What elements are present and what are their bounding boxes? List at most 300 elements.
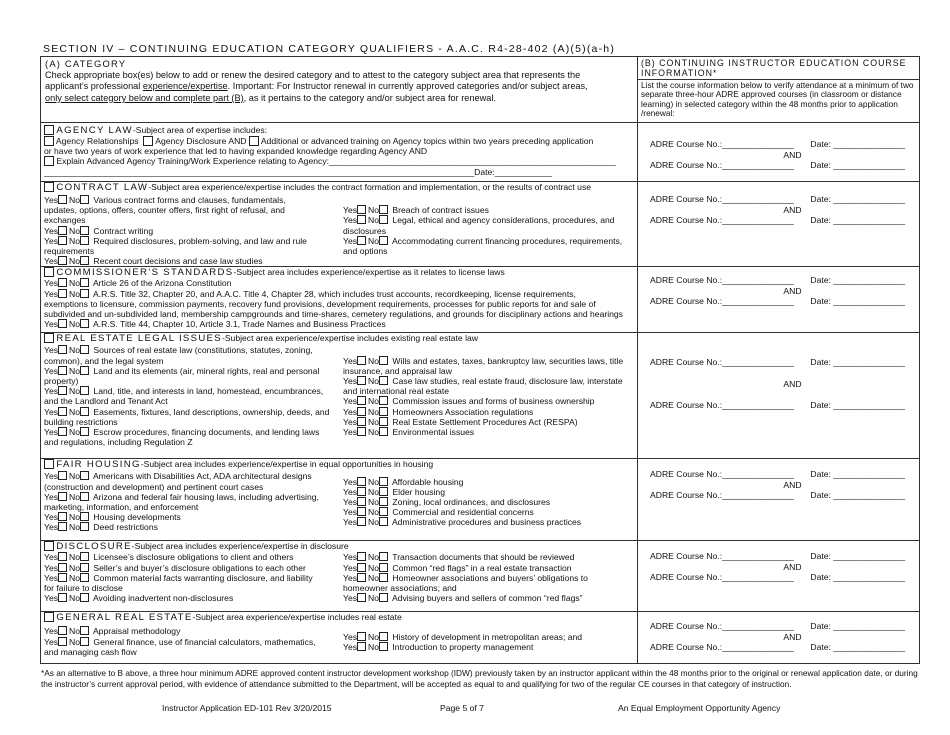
adre-date-field[interactable]: Date: _______________ bbox=[810, 194, 905, 204]
part-a-line2-post: . Important: For Instructor renewal in currently approved categories and/or subject areas, bbox=[227, 81, 588, 92]
part-a-header bbox=[41, 57, 638, 123]
disclosure-item: Licensee’s disclosure obligations to client and others bbox=[93, 552, 294, 563]
no-label: No bbox=[368, 631, 380, 642]
yes-label: Yes bbox=[44, 522, 59, 533]
no-checkbox[interactable] bbox=[80, 366, 89, 375]
and-label: AND bbox=[783, 480, 802, 491]
disclosure-item: Advising buyers and sellers of common “red flags” bbox=[391, 593, 583, 604]
footer-page-number: Page 5 of 7 bbox=[440, 703, 484, 713]
no-label: No bbox=[368, 486, 380, 497]
commissioner-item: Article 26 of the Arizona Constitution bbox=[92, 278, 232, 289]
commissioner-item: A.R.S. Title 32, Chapter 20, and A.A.C. Title 4, Chapter 28, which includes trust accounts, recordkeeping, license requirements, bbox=[92, 288, 576, 299]
and-label: AND bbox=[783, 562, 802, 573]
contract-adre bbox=[638, 182, 920, 267]
yes-checkbox[interactable] bbox=[58, 593, 67, 602]
legal-adre bbox=[638, 333, 920, 459]
yes-label: Yes bbox=[343, 496, 358, 507]
yes-label: Yes bbox=[44, 471, 59, 482]
and-label: AND bbox=[783, 205, 802, 215]
fair-item: Zoning, local ordinances, and disclosures bbox=[392, 496, 551, 507]
no-label: No bbox=[368, 416, 380, 427]
no-checkbox[interactable] bbox=[80, 278, 89, 287]
agency-disclosure-checkbox[interactable] bbox=[143, 136, 153, 146]
and-label: AND bbox=[783, 632, 802, 643]
no-checkbox[interactable] bbox=[80, 289, 89, 298]
commissioner-cont: subdivided and un-subdivided land, membership campgrounds and time-shares, cemetery regulations, and grounds for disciplinary actions and hearings bbox=[44, 309, 623, 320]
no-checkbox[interactable] bbox=[80, 522, 89, 531]
general-name: GENERAL REAL ESTATE bbox=[56, 612, 193, 624]
no-checkbox[interactable] bbox=[80, 492, 89, 501]
no-label: No bbox=[69, 319, 81, 330]
no-checkbox[interactable] bbox=[379, 497, 388, 506]
no-label: No bbox=[368, 205, 380, 216]
part-b-instructions: List the course information below to verify attendance at a minimum of two separate three-hour ADRE approved courses (in classroom or distance learning) in selected category within the 48 months prior to application /renewal: bbox=[641, 80, 914, 119]
contract-item: Required disclosures, problem-solving, and law and rule requirements bbox=[44, 235, 307, 257]
no-label: No bbox=[69, 572, 81, 583]
footer-agency: An Equal Employment Opportunity Agency bbox=[618, 703, 781, 713]
yes-label: Yes bbox=[44, 427, 59, 438]
no-label: No bbox=[69, 406, 81, 417]
no-checkbox[interactable] bbox=[379, 552, 388, 561]
adre-course-field[interactable]: ADRE Course No.:_______________ bbox=[650, 357, 794, 368]
yes-checkbox[interactable] bbox=[58, 366, 67, 375]
adre-course-field[interactable]: ADRE Course No.:_______________ bbox=[650, 296, 794, 307]
yes-checkbox[interactable] bbox=[58, 289, 67, 298]
legal-item: Sources of real estate law (constitutions, statutes, zoning, common), and the legal system bbox=[44, 345, 313, 366]
adre-course-field[interactable]: ADRE Course No.:_______________ bbox=[650, 490, 794, 501]
yes-checkbox[interactable] bbox=[357, 642, 366, 651]
adre-date-field[interactable]: Date: _______________ bbox=[810, 469, 905, 480]
fair-housing-name: FAIR HOUSING bbox=[56, 459, 141, 471]
fair-item: Deed restrictions bbox=[93, 522, 158, 533]
contract-item: Legal, ethical and agency considerations, procedures, and disclosures bbox=[343, 215, 615, 236]
adre-course-field[interactable]: ADRE Course No.:_______________ bbox=[650, 469, 794, 480]
commissioner-item: A.R.S. Title 44, Chapter 10, Article 3.1, Trade Names and Business Practices bbox=[92, 319, 386, 330]
fair-housing-row bbox=[41, 459, 920, 541]
no-checkbox[interactable] bbox=[379, 507, 388, 516]
yes-label: Yes bbox=[44, 235, 59, 246]
no-checkbox[interactable] bbox=[379, 517, 388, 526]
disclosure-checkbox[interactable] bbox=[44, 541, 54, 551]
yes-label: Yes bbox=[44, 562, 59, 573]
contract-law-name: CONTRACT LAW bbox=[56, 182, 149, 193]
adre-date-field[interactable]: Date: _______________ bbox=[810, 642, 905, 653]
advanced-training-label: Additional or advanced training on Agency topics within two years preceding application bbox=[260, 136, 594, 146]
adre-course-field[interactable]: ADRE Course No.:_______________ bbox=[650, 551, 794, 562]
adre-date-field[interactable]: Date: _______________ bbox=[810, 160, 905, 170]
no-label: No bbox=[69, 365, 81, 376]
no-label: No bbox=[368, 355, 380, 366]
yes-checkbox[interactable] bbox=[58, 236, 67, 245]
yes-label: Yes bbox=[44, 572, 59, 583]
no-label: No bbox=[368, 562, 380, 573]
yes-label: Yes bbox=[343, 562, 358, 573]
yes-checkbox[interactable] bbox=[58, 256, 67, 265]
no-label: No bbox=[69, 552, 81, 563]
yes-label: Yes bbox=[343, 235, 358, 246]
explain-training-label[interactable]: Explain Advanced Agency Training/Work Experience relating to Agency:____________________________________________________________ bbox=[56, 156, 616, 167]
no-checkbox[interactable] bbox=[80, 195, 89, 204]
agency-law-desc: -Subject area of expertise includes: bbox=[132, 125, 268, 135]
yes-checkbox[interactable] bbox=[58, 552, 67, 561]
yes-checkbox[interactable] bbox=[357, 205, 366, 214]
advanced-training-checkbox[interactable] bbox=[249, 136, 259, 146]
no-label: No bbox=[368, 476, 380, 487]
no-checkbox[interactable] bbox=[379, 417, 388, 426]
no-checkbox[interactable] bbox=[80, 512, 89, 521]
agency-law-name: AGENCY LAW bbox=[56, 125, 133, 136]
yes-label: Yes bbox=[343, 416, 358, 427]
no-checkbox[interactable] bbox=[379, 215, 388, 224]
yes-checkbox[interactable] bbox=[58, 226, 67, 235]
adre-date-field[interactable]: Date: _______________ bbox=[810, 357, 905, 368]
no-checkbox[interactable] bbox=[80, 552, 89, 561]
yes-label: Yes bbox=[44, 636, 59, 647]
no-checkbox[interactable] bbox=[80, 563, 89, 572]
no-checkbox[interactable] bbox=[379, 356, 388, 365]
no-label: No bbox=[368, 427, 380, 438]
yes-checkbox[interactable] bbox=[357, 487, 366, 496]
no-label: No bbox=[69, 593, 81, 604]
yes-checkbox[interactable] bbox=[58, 626, 67, 635]
legal-item: Easements, fixtures, land descriptions, ownership, deeds, and building restrictions bbox=[44, 406, 330, 427]
adre-date-field[interactable]: Date: _______________ bbox=[810, 551, 905, 562]
yes-checkbox[interactable] bbox=[357, 517, 366, 526]
no-label: No bbox=[368, 507, 380, 518]
disclosure-item: Common “red flags” in a real estate transaction bbox=[392, 562, 572, 573]
disclosure-item: Homeowner associations and buyers’ obligations to homeowner associations; and bbox=[343, 572, 588, 594]
yes-label: Yes bbox=[343, 215, 358, 226]
no-label: No bbox=[69, 522, 81, 533]
yes-label: Yes bbox=[44, 278, 59, 289]
agency-line2: or have two years of work experience that led to having expanded knowledge regarding Agency AND bbox=[44, 146, 428, 157]
general-row bbox=[41, 612, 920, 664]
disclosure-item: Transaction documents that should be reviewed bbox=[392, 552, 575, 563]
yes-checkbox[interactable] bbox=[58, 319, 67, 328]
no-label: No bbox=[69, 427, 81, 438]
yes-checkbox[interactable] bbox=[357, 396, 366, 405]
no-checkbox[interactable] bbox=[379, 477, 388, 486]
explain-training-checkbox[interactable] bbox=[44, 156, 54, 166]
yes-label: Yes bbox=[343, 631, 358, 642]
disclosure-row bbox=[41, 541, 920, 612]
disclosure-item: Seller’s and buyer’s disclosure obligations to each other bbox=[93, 562, 306, 573]
yes-checkbox[interactable] bbox=[58, 195, 67, 204]
agency-disclosure-label: Agency Disclosure AND bbox=[155, 136, 247, 146]
yes-checkbox[interactable] bbox=[58, 471, 67, 480]
adre-date-field[interactable]: Date: _______________ bbox=[810, 621, 905, 632]
yes-label: Yes bbox=[44, 593, 59, 604]
legal-issues-desc: -Subject area experience/expertise includes existing real estate law bbox=[221, 333, 478, 344]
no-label: No bbox=[69, 512, 81, 523]
agency-date-line[interactable]: __________________________________________________________________________________________Date:____________ bbox=[44, 166, 553, 177]
contract-item: Accommodating current financing procedures, requirements, and options bbox=[343, 235, 623, 257]
fair-item: Affordable housing bbox=[391, 476, 464, 487]
legal-item: Land, title, and interests in land, homestead, encumbrances, and the Landlord and Tenant Act bbox=[44, 386, 324, 407]
adre-course-field[interactable]: ADRE Course No.:_______________ bbox=[650, 139, 794, 149]
no-checkbox[interactable] bbox=[80, 626, 89, 635]
no-checkbox[interactable] bbox=[379, 632, 388, 641]
yes-checkbox[interactable] bbox=[58, 522, 67, 531]
no-label: No bbox=[69, 288, 81, 299]
no-label: No bbox=[69, 386, 81, 397]
adre-date-field[interactable]: Date: _______________ bbox=[810, 490, 905, 501]
part-a-line2-underline: experience/expertise bbox=[142, 81, 228, 92]
disclosure-desc: -Subject area includes experience/expertise in disclosure bbox=[131, 541, 349, 552]
yes-label: Yes bbox=[44, 225, 59, 236]
no-checkbox[interactable] bbox=[379, 407, 388, 416]
no-label: No bbox=[368, 641, 380, 652]
contract-item: Various contract forms and clauses, fundamentals, updates, options, offers, counter offers, first right of refusal, and exchanges bbox=[44, 195, 286, 226]
yes-checkbox[interactable] bbox=[58, 427, 67, 436]
category-table bbox=[40, 56, 920, 664]
part-a-line1: Check appropriate box(es) below to add or renew the desired category and to attest to the category subject area that represents the bbox=[45, 69, 581, 80]
legal-item: Real Estate Settlement Procedures Act (RESPA) bbox=[392, 416, 578, 427]
legal-item: Case law studies, real estate fraud, disclosure law, interstate and international real estate bbox=[343, 376, 623, 397]
yes-label: Yes bbox=[343, 507, 358, 518]
yes-checkbox[interactable] bbox=[58, 492, 67, 501]
yes-label: Yes bbox=[343, 641, 358, 652]
yes-label: Yes bbox=[44, 365, 59, 376]
commissioner-row bbox=[41, 267, 920, 333]
no-checkbox[interactable] bbox=[379, 487, 388, 496]
adre-course-field[interactable]: ADRE Course No.:_______________ bbox=[650, 275, 794, 286]
yes-checkbox[interactable] bbox=[357, 497, 366, 506]
yes-label: Yes bbox=[44, 491, 59, 502]
yes-checkbox[interactable] bbox=[58, 386, 67, 395]
adre-course-field[interactable]: ADRE Course No.:_______________ bbox=[650, 160, 794, 170]
part-a-line2-pre: applicant’s professional bbox=[45, 81, 143, 92]
no-label: No bbox=[368, 593, 380, 604]
yes-checkbox[interactable] bbox=[357, 552, 366, 561]
no-checkbox[interactable] bbox=[379, 642, 388, 651]
legal-issues-checkbox[interactable] bbox=[44, 333, 54, 343]
yes-checkbox[interactable] bbox=[357, 632, 366, 641]
yes-checkbox[interactable] bbox=[58, 345, 67, 354]
no-label: No bbox=[368, 572, 380, 583]
yes-checkbox[interactable] bbox=[357, 427, 366, 436]
agency-law-row bbox=[41, 123, 920, 182]
yes-label: Yes bbox=[343, 427, 358, 438]
adre-date-field[interactable]: Date: _______________ bbox=[810, 215, 905, 225]
yes-checkbox[interactable] bbox=[58, 573, 67, 582]
no-checkbox[interactable] bbox=[80, 256, 89, 265]
footnote: *As an alternative to B above, a three hour minimum ADRE approved content instructor development workshop (IDW) previously taken by an instructor applicant within the 48 months prior to the original or renewal application date, or during the instructor’s current approval period, with evidence of attendance submitted to the Department, will be accepted as equal to and qualifying for two of the regular CE courses in that category of instruction. bbox=[41, 668, 918, 689]
no-label: No bbox=[69, 636, 81, 647]
no-label: No bbox=[368, 235, 380, 246]
yes-label: Yes bbox=[343, 593, 358, 604]
contract-item: Contract writing bbox=[93, 225, 154, 236]
yes-label: Yes bbox=[343, 572, 358, 583]
fair-housing-desc: -Subject area includes experience/expertise in equal opportunities in housing bbox=[140, 459, 434, 470]
adre-date-field[interactable]: Date: _______________ bbox=[810, 296, 905, 307]
yes-checkbox[interactable] bbox=[58, 563, 67, 572]
no-label: No bbox=[368, 396, 380, 407]
disclosure-item: Avoiding inadvertent non-disclosures bbox=[92, 593, 234, 604]
legal-item: Wills and estates, taxes, bankruptcy law, securities laws, title insurance, and appraisal law bbox=[343, 355, 624, 376]
fair-housing-checkbox[interactable] bbox=[44, 459, 54, 469]
yes-label: Yes bbox=[343, 376, 358, 387]
yes-checkbox[interactable] bbox=[357, 593, 366, 602]
agency-law-checkbox[interactable] bbox=[44, 125, 54, 135]
yes-label: Yes bbox=[343, 517, 358, 528]
adre-date-field[interactable]: Date: _______________ bbox=[810, 572, 905, 583]
fair-adre bbox=[638, 459, 920, 541]
yes-label: Yes bbox=[44, 512, 59, 523]
contract-law-desc: -Subject area experience/expertise includes the contract formation and implementation, or the results of contract use bbox=[148, 182, 592, 192]
agency-relationships-checkbox[interactable] bbox=[44, 136, 54, 146]
no-checkbox[interactable] bbox=[80, 386, 89, 395]
yes-checkbox[interactable] bbox=[357, 407, 366, 416]
yes-label: Yes bbox=[44, 319, 59, 330]
yes-checkbox[interactable] bbox=[357, 573, 366, 582]
yes-label: Yes bbox=[44, 552, 59, 563]
no-checkbox[interactable] bbox=[379, 427, 388, 436]
yes-label: Yes bbox=[44, 386, 59, 397]
commissioner-adre bbox=[638, 267, 920, 333]
yes-checkbox[interactable] bbox=[357, 507, 366, 516]
yes-label: Yes bbox=[343, 355, 358, 366]
no-label: No bbox=[69, 626, 81, 637]
no-label: No bbox=[69, 225, 81, 236]
no-label: No bbox=[368, 376, 380, 387]
yes-checkbox[interactable] bbox=[357, 376, 366, 385]
adre-course-field[interactable]: ADRE Course No.:_______________ bbox=[650, 621, 794, 632]
no-checkbox[interactable] bbox=[80, 345, 89, 354]
yes-label: Yes bbox=[343, 396, 358, 407]
adre-course-field[interactable]: ADRE Course No.:_______________ bbox=[650, 572, 794, 583]
and-label: AND bbox=[783, 286, 802, 297]
no-checkbox[interactable] bbox=[80, 637, 89, 646]
general-adre bbox=[638, 612, 920, 664]
yes-label: Yes bbox=[44, 626, 59, 637]
yes-checkbox[interactable] bbox=[58, 637, 67, 646]
general-desc: -Subject area experience/expertise includes real estate bbox=[192, 612, 402, 623]
no-label: No bbox=[69, 195, 81, 205]
yes-label: Yes bbox=[343, 552, 358, 563]
no-label: No bbox=[69, 562, 81, 573]
part-a-heading: (A) CATEGORY bbox=[45, 58, 127, 69]
fair-item: Arizona and federal fair housing laws, including advertising, marketing, information, and enforcement bbox=[44, 491, 319, 513]
legal-issues-name: REAL ESTATE LEGAL ISSUES bbox=[56, 333, 222, 345]
no-label: No bbox=[368, 406, 380, 417]
disclosure-name: DISCLOSURE bbox=[56, 541, 132, 553]
yes-label: Yes bbox=[343, 476, 358, 487]
general-item: History of development in metropolitan areas; and bbox=[392, 631, 583, 642]
no-checkbox[interactable] bbox=[379, 236, 388, 245]
yes-checkbox[interactable] bbox=[357, 477, 366, 486]
contract-law-checkbox[interactable] bbox=[44, 182, 54, 192]
legal-item: Homeowners Association regulations bbox=[392, 406, 534, 417]
no-checkbox[interactable] bbox=[379, 563, 388, 572]
adre-date-field[interactable]: Date: _______________ bbox=[810, 275, 905, 286]
yes-checkbox[interactable] bbox=[58, 512, 67, 521]
fair-item: Americans with Disabilities Act, ADA architectural designs (construction and development) and pertinent court cases bbox=[44, 471, 312, 492]
yes-label: Yes bbox=[44, 256, 59, 267]
yes-label: Yes bbox=[44, 288, 59, 299]
and-label: AND bbox=[783, 150, 802, 160]
disclosure-item: Common material facts warranting disclosure, and liability for failure to disclose bbox=[44, 572, 313, 594]
no-label: No bbox=[69, 256, 81, 267]
part-b-heading: (B) CONTINUING INSTRUCTOR EDUCATION COURSE INFORMATION* bbox=[638, 57, 919, 80]
yes-checkbox[interactable] bbox=[357, 215, 366, 224]
fair-item: Commercial and residential concerns bbox=[392, 507, 534, 518]
part-a-line3-underline: only select category below and complete part (B) bbox=[45, 92, 244, 103]
adre-course-field[interactable]: ADRE Course No.:_______________ bbox=[650, 642, 794, 653]
adre-course-field[interactable]: ADRE Course No.:_______________ bbox=[650, 194, 794, 204]
adre-course-field[interactable]: ADRE Course No.:_______________ bbox=[650, 215, 794, 225]
yes-label: Yes bbox=[44, 195, 59, 205]
section-title: SECTION IV – CONTINUING EDUCATION CATEGORY QUALIFIERS - A.A.C. R4-28-402 (A)(5)(a-h) bbox=[43, 43, 616, 55]
part-a-line3-post: , as it pertains to the category and/or subject area for renewal. bbox=[243, 92, 496, 103]
yes-checkbox[interactable] bbox=[357, 417, 366, 426]
yes-checkbox[interactable] bbox=[58, 407, 67, 416]
adre-date-field[interactable]: Date: _______________ bbox=[810, 139, 905, 149]
no-label: No bbox=[368, 496, 380, 507]
no-label: No bbox=[368, 552, 380, 563]
yes-checkbox[interactable] bbox=[357, 563, 366, 572]
yes-label: Yes bbox=[44, 406, 59, 417]
no-checkbox[interactable] bbox=[80, 236, 89, 245]
no-label: No bbox=[69, 345, 81, 356]
no-label: No bbox=[69, 471, 81, 482]
disclosure-adre bbox=[638, 541, 920, 612]
no-checkbox[interactable] bbox=[379, 376, 388, 385]
commissioner-cont: exemptions to licensure, commission payments, recovery fund provisions, development requirements, processes for public reports for and sale of bbox=[44, 298, 596, 309]
commissioner-checkbox[interactable] bbox=[44, 267, 54, 277]
general-item: Introduction to property management bbox=[392, 641, 534, 652]
no-checkbox[interactable] bbox=[379, 573, 388, 582]
general-checkbox[interactable] bbox=[44, 612, 54, 622]
legal-item: Commission issues and forms of business ownership bbox=[392, 396, 595, 407]
legal-issues-row bbox=[41, 333, 920, 459]
adre-date-field[interactable]: Date: _______________ bbox=[810, 400, 905, 411]
part-b-header bbox=[638, 57, 920, 123]
general-item: General finance, use of financial calculators, mathematics, and managing cash flow bbox=[44, 636, 316, 657]
legal-item: Land and its elements (air, mineral rights, real and personal property) bbox=[44, 365, 320, 387]
no-label: No bbox=[69, 491, 81, 502]
fair-item: Elder housing bbox=[392, 486, 445, 497]
no-checkbox[interactable] bbox=[379, 205, 388, 214]
footer-form-id: Instructor Application ED-101 Rev 3/20/2015 bbox=[162, 703, 332, 713]
no-checkbox[interactable] bbox=[80, 593, 89, 602]
adre-course-field[interactable]: ADRE Course No.:_______________ bbox=[650, 400, 794, 411]
and-label: AND bbox=[783, 379, 802, 390]
general-item: Appraisal methodology bbox=[92, 626, 181, 637]
commissioner-desc: -Subject area includes experience/expertise as it relates to license laws bbox=[233, 267, 505, 278]
no-checkbox[interactable] bbox=[379, 593, 388, 602]
legal-item: Escrow procedures, financing documents, and lending laws and regulations, including Regulation Z bbox=[44, 427, 320, 448]
fair-item: Housing developments bbox=[93, 512, 181, 523]
yes-label: Yes bbox=[343, 205, 358, 216]
no-checkbox[interactable] bbox=[80, 427, 89, 436]
contract-law-row bbox=[41, 182, 920, 267]
no-label: No bbox=[368, 517, 380, 528]
no-checkbox[interactable] bbox=[80, 319, 89, 328]
fair-item: Administrative procedures and business practices bbox=[391, 517, 582, 528]
yes-checkbox[interactable] bbox=[58, 278, 67, 287]
no-checkbox[interactable] bbox=[80, 471, 89, 480]
no-checkbox[interactable] bbox=[80, 573, 89, 582]
yes-checkbox[interactable] bbox=[357, 236, 366, 245]
no-checkbox[interactable] bbox=[80, 226, 89, 235]
no-checkbox[interactable] bbox=[80, 407, 89, 416]
yes-checkbox[interactable] bbox=[357, 356, 366, 365]
legal-item: Environmental issues bbox=[392, 427, 475, 438]
commissioner-name: COMMISSIONER’S STANDARDS bbox=[56, 267, 234, 279]
contract-item: Breach of contract issues bbox=[392, 205, 489, 216]
no-checkbox[interactable] bbox=[379, 396, 388, 405]
